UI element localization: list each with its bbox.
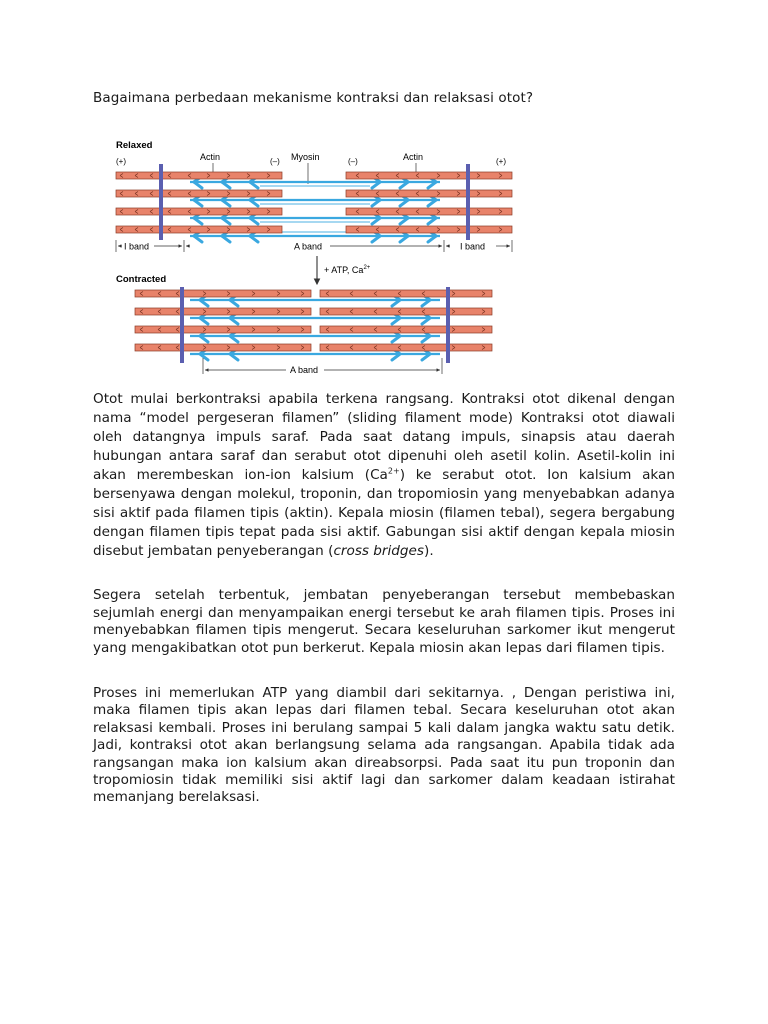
minus-left-label: (–) xyxy=(270,157,280,166)
paragraph-2: Segera setelah terbentuk, jembatan penyeberangan tersebut membebaskan sejumlah energi dan menyampaikan energi tersebut ke arah filamen tipis. Proses ini menyebabkan filamen tipis mengerut. Secara keseluruhan sarkomer ikut mengerut yang mengakibatkan otot pun berkerut. Kepala miosin akan lepas dari filamen tipis. xyxy=(93,587,675,656)
z-line-left-contracted xyxy=(180,287,184,363)
paragraph-3: Proses ini memerlukan ATP yang diambil dari sekitarnya. , Dengan peristiwa ini, maka filamen tipis akan lepas dari filamen tebal. Secara keseluruhan otot akan relaksasi kembali. Proses ini berulang sampai 5 kali dalam jangka waktu satu detik. Jadi, kontraksi otot akan berlangsung selama ada rangsangan. Apabila tidak ada rangsangan maka ion kalsium akan direabsorpsi. Pada saat itu pun troponin dan tropomiosin tidak memiliki sisi aktif lagi dan sarkomer dalam keadaan istirahat memanjang berelaksasi. xyxy=(93,685,675,806)
paragraph-1: Otot mulai berkontraksi apabila terkena rangsang. Kontraksi otot dikenal dengan nama “model pergeseran filamen” (sliding filament mode) Kontraksi otot diawali oleh datangnya impuls saraf. Pada saat datang impuls, sinapsis atau daerah hubungan antara saraf dan serabut otot dipenuhi oleh asetil kolin. Asetil-kolin ini akan merembeskan ion-ion kalsium $(Ca^{2+})$ ke serabut otot. Ion kalsium akan bersenyawa dengan molekul, troponin, dan tropomiosin yang menyebabkan adanya sisi aktif pada filamen tipis (aktin). Kepala miosin (filamen tebal), segera bergabung dengan filamen tipis tepat pada sisi aktif. Gabungan sisi aktif dengan kepala miosin disebut jembatan penyeberangan (cross bridges). xyxy=(93,391,675,559)
z-line-left xyxy=(159,164,163,240)
atp-calcium-label: + ATP, $Ca^{2+}$ xyxy=(324,265,371,275)
contracted-label: Contracted xyxy=(116,274,167,285)
myosin-label: Myosin xyxy=(291,152,320,162)
z-line-right xyxy=(466,164,470,240)
sarcomere-diagram xyxy=(110,134,530,384)
contracted-sarcomere xyxy=(135,287,492,363)
relaxed-sarcomere xyxy=(116,164,512,242)
relaxed-label: Relaxed xyxy=(116,140,153,151)
z-line-right-contracted xyxy=(446,287,450,363)
i-band-label-right: I band xyxy=(460,241,486,252)
a-band-label-contracted: A band xyxy=(290,365,319,375)
minus-right-label: (–) xyxy=(348,157,358,166)
a-band-label-relaxed: A band xyxy=(294,241,323,252)
question-heading: Bagaimana perbedaan mekanisme kontraksi dan relaksasi otot? xyxy=(93,90,534,106)
plus-right-label: (+) xyxy=(496,157,506,166)
i-band-label-left: I band xyxy=(124,241,150,252)
actin-label-right: Actin xyxy=(403,152,424,162)
plus-left-label: (+) xyxy=(116,157,126,166)
actin-label-left: Actin xyxy=(200,152,221,162)
